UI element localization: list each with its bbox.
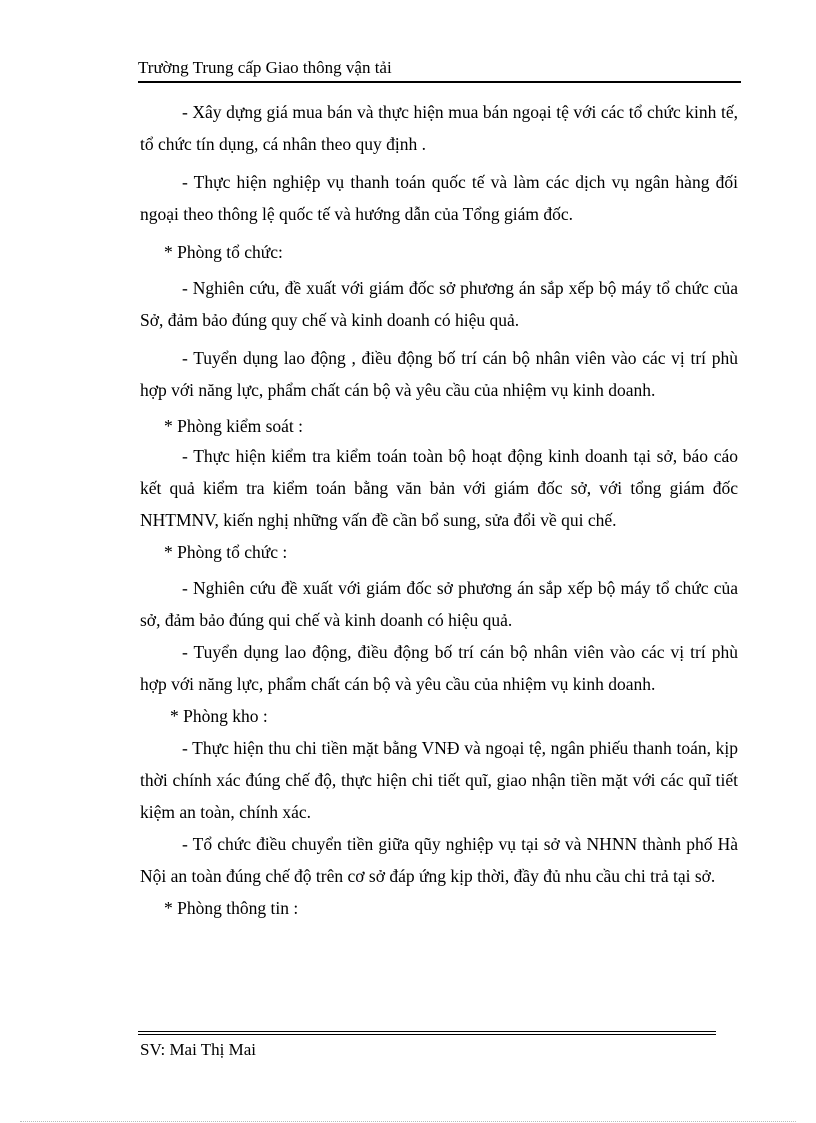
- paragraph-organization-research-2: - Nghiên cứu đề xuất với giám đốc sở phương án sắp xếp bộ máy tổ chức của sở, đảm bảo đúng qui chế và kinh doanh có hiệu quả.: [140, 578, 738, 630]
- section-heading-organization-2: * Phòng tổ chức :: [164, 542, 288, 562]
- footer-rule-top: [138, 1031, 716, 1032]
- document-body: [140, 96, 738, 924]
- section-heading-treasury: * Phòng kho :: [170, 706, 268, 726]
- paragraph-organization-recruitment: - Tuyển dụng lao động , điều động bố trí cán bộ nhân viên vào các vị trí phù hợp với năng lực, phẩm chất cán bộ và yêu cầu của nhiệm vụ kinh doanh.: [140, 348, 738, 400]
- page-footer: SV: Mai Thị Mai: [140, 1040, 257, 1059]
- paragraph-foreign-exchange: - Xây dựng giá mua bán và thực hiện mua bán ngoại tệ với các tổ chức kinh tế, tổ chức tín dụng, cá nhân theo quy định .: [140, 102, 738, 154]
- page-edge-dotted-line: [20, 1121, 796, 1122]
- paragraph-treasury-cash: - Thực hiện thu chi tiền mặt bằng VNĐ và ngoại tệ, ngân phiếu thanh toán, kịp thời chính xác đúng chế độ, thực hiện chi tiết quĩ, giao nhận tiền mặt với các quĩ tiết kiệm an toàn, chính xác.: [140, 738, 738, 822]
- section-heading-audit: * Phòng kiểm soát :: [164, 416, 304, 436]
- paragraph-treasury-transfer: - Tổ chức điều chuyển tiền giữa qũy nghiệp vụ tại sở và NHNN thành phố Hà Nội an toàn đúng chế độ trên cơ sở đáp ứng kịp thời, đầy đủ nhu cầu chi trả tại sở.: [140, 834, 738, 886]
- footer-rule-bottom: [138, 1034, 716, 1035]
- page-header: Trường Trung cấp Giao thông vận tải: [138, 58, 392, 77]
- paragraph-audit: - Thực hiện kiểm tra kiểm toán toàn bộ hoạt động kinh doanh tại sở, báo cáo kết quả kiểm tra kiểm toán bằng văn bản với giám đốc sở, với tổng giám đốc NHTMNV, kiến nghị những vấn đề cần bổ sung, sửa đổi về qui chế.: [140, 446, 738, 530]
- section-heading-organization: * Phòng tổ chức:: [164, 242, 283, 262]
- header-rule: [138, 81, 741, 83]
- paragraph-organization-research: - Nghiên cứu, đề xuất với giám đốc sở phương án sắp xếp bộ máy tổ chức của Sở, đảm bảo đúng quy chế và kinh doanh có hiệu quả.: [140, 278, 738, 330]
- section-heading-information: * Phòng thông tin :: [164, 898, 299, 918]
- paragraph-organization-recruitment-2: - Tuyển dụng lao động, điều động bố trí cán bộ nhân viên vào các vị trí phù hợp với năng lực, phẩm chất cán bộ và yêu cầu của nhiệm vụ kinh doanh.: [140, 642, 738, 694]
- paragraph-international-payment: - Thực hiện nghiệp vụ thanh toán quốc tế và làm các dịch vụ ngân hàng đối ngoại theo thông lệ quốc tế và hướng dẫn của Tổng giám đốc.: [140, 172, 738, 224]
